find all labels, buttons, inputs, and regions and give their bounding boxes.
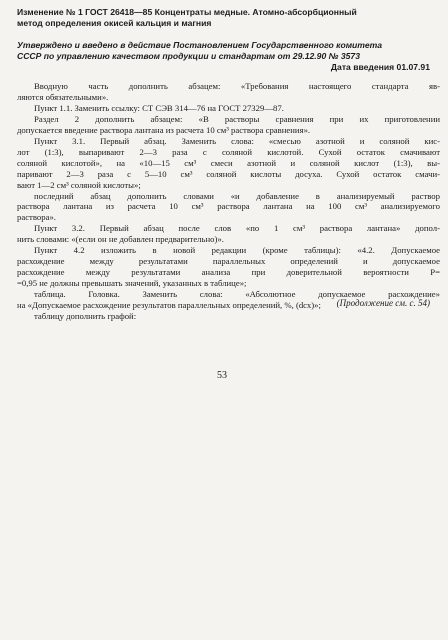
body-text-line: расхождение между результатами анализа при доверительной вероятности P= bbox=[17, 267, 440, 278]
body-text-line: таблица. Головка. Заменить слова: «Абсолютное допускаемое расхождение» bbox=[34, 289, 440, 300]
body-text-line: расхождение между результатами параллельных определений и допускаемое bbox=[17, 256, 440, 267]
body-text-line: Пункт 3.2. Первый абзац после слов «по 1 см³ раствора лантана» допол- bbox=[34, 223, 440, 234]
approval-line-1: Утверждено и введено в действие Постановлением Государственного комитета bbox=[17, 40, 383, 50]
body-text-line: допускается введение раствора лантана из расчета 10 см³ раствора сравнения». bbox=[17, 124, 311, 135]
effective-date: Дата введения 01.07.91 bbox=[330, 62, 430, 72]
approval-line-2: СССР по управлению качеством продукции и стандартам от 29.12.90 № 3573 bbox=[17, 50, 360, 61]
body-text-line: нить словами: «(если он не добавлен предварительно)». bbox=[17, 234, 224, 245]
body-text-line: =0,95 не должны превышать значений, указанных в таблице»; bbox=[17, 278, 247, 289]
body-text-line: раствора». bbox=[17, 212, 56, 223]
continued-note: (Продолжение см. с. 54) bbox=[336, 298, 430, 308]
body-text-line: Пункт 3.1. Первый абзац. Заменить слова: «смесью азотной и соляной кис- bbox=[34, 135, 440, 146]
body-text-line: паривают 2—3 раза с 5—10 см³ соляной кислоты досуха. Сухой остаток смачи- bbox=[17, 168, 440, 179]
body-text-line: таблицу дополнить графой: bbox=[34, 311, 137, 322]
body-text-line: лот (1:3), выпаривают 2—3 раза с соляной кислотой. Сухой остаток смачивают bbox=[17, 146, 440, 157]
body-text-line: Раздел 2 дополнить абзацем: «В растворы сравнения при их приготовлении bbox=[34, 113, 440, 124]
body-text-line: ляются обязательными». bbox=[17, 91, 109, 102]
header-line-2: метод определения окисей кальция и магния bbox=[17, 17, 212, 28]
body-text-line: Вводную часть дополнить абзацем: «Требования настоящего стандарта яв- bbox=[34, 81, 440, 91]
amendment-body bbox=[17, 81, 440, 322]
body-text-line: соляной кислотой», на «10—15 см³ смеси азотной и соляной кислот (1:3), вы- bbox=[17, 157, 440, 168]
body-text-line: вают 1—2 см³ соляной кислоты»; bbox=[17, 179, 141, 190]
body-text-line: на «Допускаемое расхождение результатов параллельных определений, %, (dсх)»; bbox=[17, 300, 321, 311]
page-number: 53 bbox=[217, 370, 227, 381]
approval-statement bbox=[17, 40, 448, 61]
header-line-1: Изменение № 1 ГОСТ 26418—85 Концентраты медные. Атомно-абсорбционный bbox=[17, 7, 357, 17]
body-text-line: Пункт 1.1. Заменить ссылку: СТ СЭВ 314—76 на ГОСТ 27329—87. bbox=[34, 102, 284, 113]
body-text-line: последний абзац дополнить словами «и добавление в анализируемый раствор bbox=[34, 190, 440, 201]
body-text-line: раствора лантана из расчета 10 см³ раствора лантана на 100 см³ анализируемого bbox=[17, 201, 440, 212]
amendment-header bbox=[17, 7, 448, 28]
body-text-line: Пункт 4.2 изложить в новой редакции (кроме таблицы): «4.2. Допускаемое bbox=[34, 245, 440, 256]
